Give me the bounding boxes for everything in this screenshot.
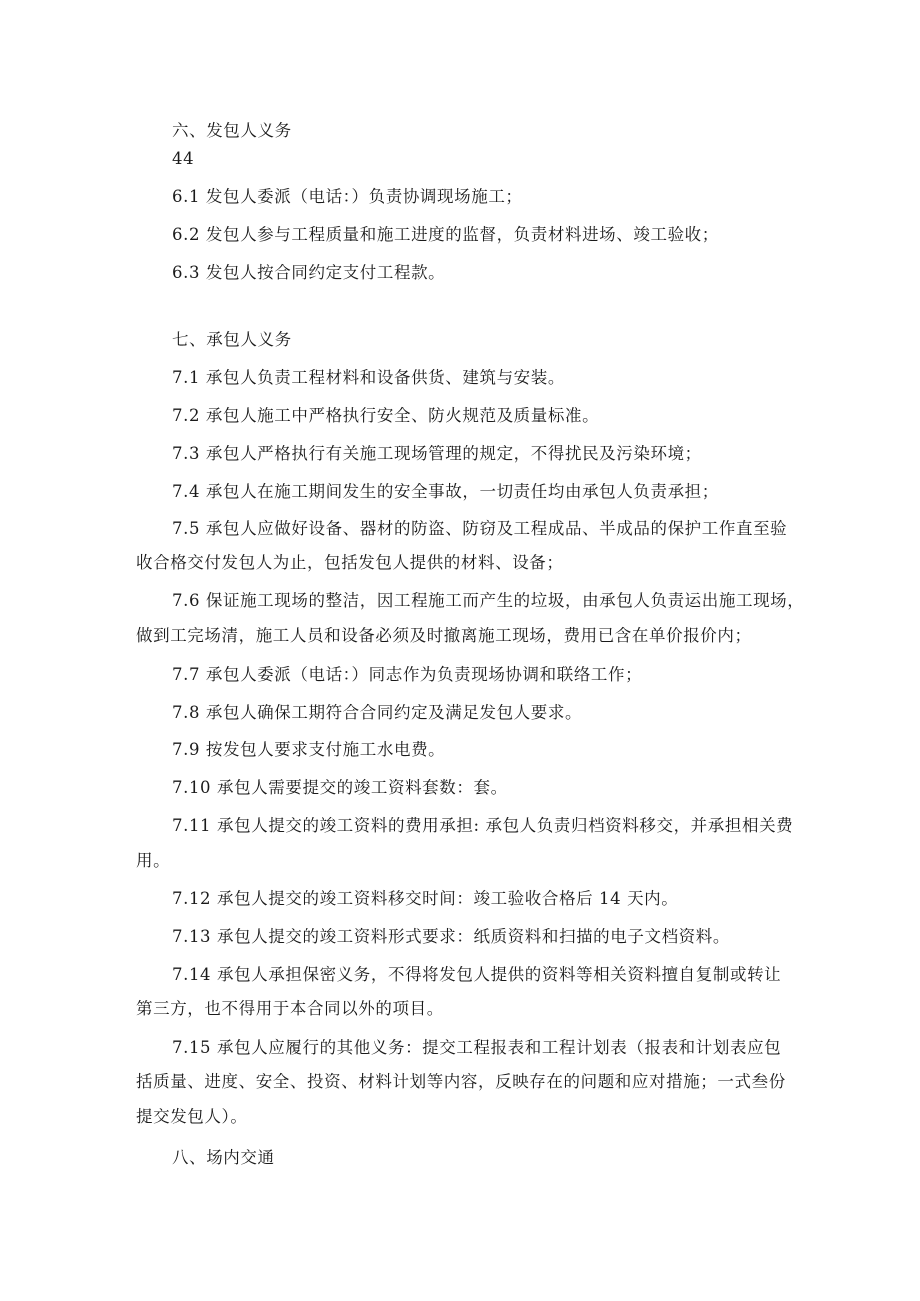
clause-7-1: 7.1 承包人负责工程材料和设备供货、建筑与安装。 [172, 368, 565, 387]
clause-7-12: 7.12 承包人提交的竣工资料移交时间：竣工验收合格后 14 天内。 [172, 889, 679, 908]
clause-7-15-continued-1: 括质量、进度、安全、投资、材料计划等内容，反映存在的问题和应对措施；一式叁份 [136, 1072, 786, 1091]
clause-6-2: 6.2 发包人参与工程质量和施工进度的监督，负责材料进场、竣工验收； [172, 225, 719, 244]
clause-7-15: 7.15 承包人应履行的其他义务：提交工程报表和工程计划表（报表和计划表应包 [172, 1038, 782, 1057]
clause-7-5-continued: 收合格交付发包人为止，包括发包人提供的材料、设备； [136, 553, 564, 572]
section-heading-6: 六、发包人义务 [172, 121, 292, 140]
clause-7-3: 7.3 承包人严格执行有关施工现场管理的规定，不得扰民及污染环境； [172, 444, 702, 463]
clause-7-14-continued: 第三方，也不得用于本合同以外的项目。 [136, 999, 444, 1018]
clause-7-6: 7.6 保证施工现场的整洁，因工程施工而产生的垃圾，由承包人负责运出施工现场， [172, 591, 805, 610]
clause-7-7: 7.7 承包人委派（电话：）同志作为负责现场协调和联络工作； [172, 665, 643, 684]
clause-7-6-continued: 做到工完场清，施工人员和设备必须及时撤离施工现场，费用已含在单价报价内； [136, 626, 752, 645]
clause-7-4: 7.4 承包人在施工期间发生的安全事故，一切责任均由承包人负责承担； [172, 482, 719, 501]
section-heading-7: 七、承包人义务 [172, 330, 292, 349]
page-number-text: 44 [172, 149, 195, 168]
clause-7-15-continued-2: 提交发包人）。 [136, 1107, 248, 1126]
clause-6-1: 6.1 发包人委派（电话：）负责协调现场施工； [172, 187, 523, 206]
section-heading-8: 八、场内交通 [172, 1148, 275, 1167]
clause-7-2: 7.2 承包人施工中严格执行安全、防火规范及质量标准。 [172, 406, 600, 425]
clause-7-13: 7.13 承包人提交的竣工资料形式要求：纸质资料和扫描的电子文档资料。 [172, 927, 730, 946]
clause-7-10: 7.10 承包人需要提交的竣工资料套数：套。 [172, 778, 508, 797]
clause-7-5: 7.5 承包人应做好设备、器材的防盗、防窃及工程成品、半成品的保护工作直至验 [172, 519, 788, 538]
clause-7-8: 7.8 承包人确保工期符合合同约定及满足发包人要求。 [172, 703, 583, 722]
clause-7-9: 7.9 按发包人要求支付施工水电费。 [172, 740, 446, 759]
clause-7-11: 7.11 承包人提交的竣工资料的费用承担: 承包人负责归档资料移交，并承担相关费 [172, 816, 794, 835]
clause-6-3: 6.3 发包人按合同约定支付工程款。 [172, 263, 446, 282]
clause-7-11-continued: 用。 [136, 851, 171, 870]
clause-7-14: 7.14 承包人承担保密义务，不得将发包人提供的资料等相关资料擅自复制或转让 [172, 965, 782, 984]
